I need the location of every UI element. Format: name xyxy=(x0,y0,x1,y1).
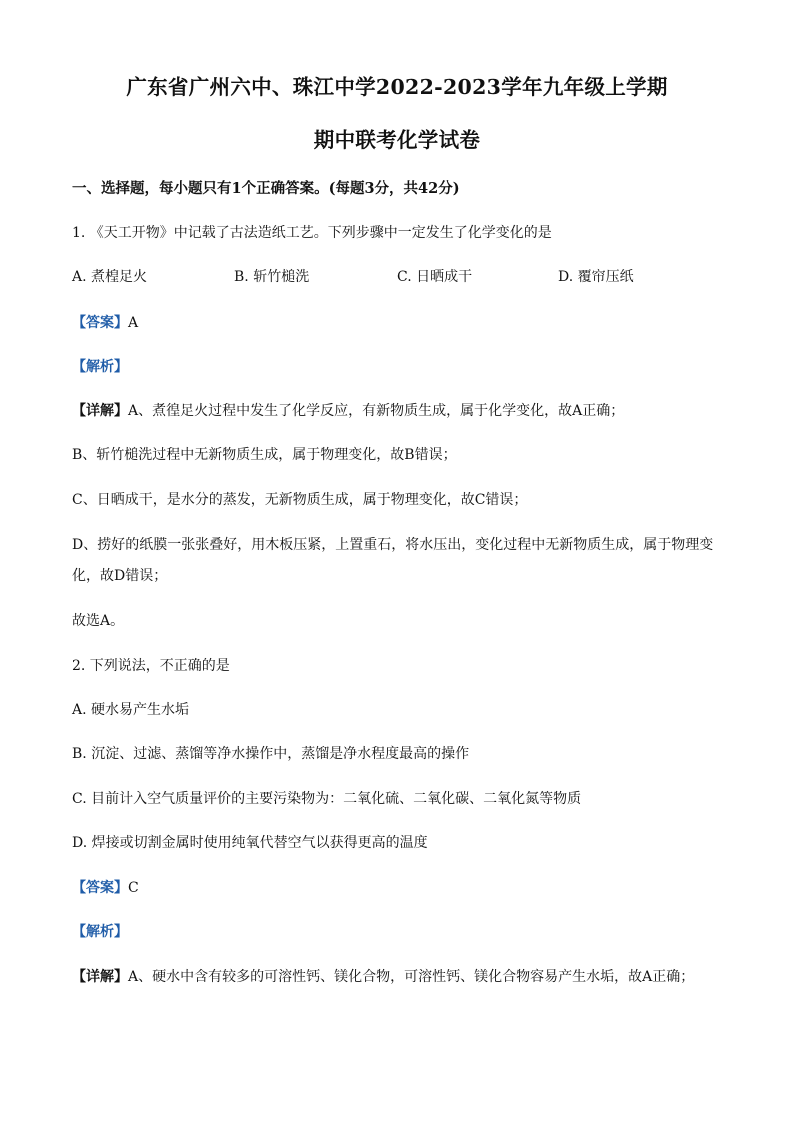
q2-answer xyxy=(72,877,139,897)
q2-stem: 2. 下列说法，不正确的是 xyxy=(72,658,230,674)
q2-option-b: B. 沉淀、过滤、蒸馏等净水操作中，蒸馏是净水程度最高的操作 xyxy=(72,746,470,762)
detail-text: A、硬水中含有较多的可溶性钙、镁化合物，可溶性钙、镁化合物容易产生水垢，故A正确； xyxy=(128,969,695,985)
answer-tag: 【答案】 xyxy=(72,880,128,896)
q1-answer xyxy=(72,312,138,332)
q1-conclusion: 故选A。 xyxy=(72,613,125,629)
q1-option-b: B. 斩竹槌洗 xyxy=(234,269,310,285)
q1-option-d: D. 覆帘压纸 xyxy=(558,269,634,285)
section-heading: 一、选择题，每小题只有1个正确答案。(每题3分，共42分) xyxy=(72,180,460,197)
q1-detail-line xyxy=(72,400,624,420)
answer-value: C xyxy=(128,880,139,896)
detail-text: A、煮徨足火过程中发生了化学反应，有新物质生成，属于化学变化，故A正确； xyxy=(128,403,625,419)
detail-tag: 【详解】 xyxy=(72,403,128,419)
q1-detail-line: B、斩竹槌洗过程中无新物质生成，属于物理变化，故B错误； xyxy=(72,447,457,463)
q1-analysis xyxy=(72,356,128,376)
q1-option-a: A. 煮楻足火 xyxy=(72,269,148,285)
detail-tag: 【详解】 xyxy=(72,969,128,985)
q2-option-d: D. 焊接或切割金属时使用纯氧代替空气以获得更高的温度 xyxy=(72,835,428,851)
q1-stem: 1. 《天工开物》中记载了古法造纸工艺。下列步骤中一定发生了化学变化的是 xyxy=(72,225,552,241)
answer-value: A xyxy=(128,315,139,331)
analysis-tag: 【解析】 xyxy=(72,359,128,375)
q2-option-c: C. 目前计入空气质量评价的主要污染物为：二氧化硫、二氧化碳、二氧化氮等物质 xyxy=(72,791,582,807)
q1-detail-line: 化，故D错误； xyxy=(72,568,168,584)
q2-analysis xyxy=(72,921,128,941)
page-subtitle: 期中联考化学试卷 xyxy=(313,128,481,152)
q2-option-a: A. 硬水易产生水垢 xyxy=(72,702,190,718)
q1-option-c: C. 日晒成干 xyxy=(397,269,473,285)
answer-tag: 【答案】 xyxy=(72,315,128,331)
q1-detail-line: C、日晒成干，是水分的蒸发，无新物质生成，属于物理变化，故C错误； xyxy=(72,492,528,508)
analysis-tag: 【解析】 xyxy=(72,924,128,940)
q1-detail-line: D、捞好的纸膜一张张叠好，用木板压紧，上置重石，将水压出，变化过程中无新物质生成，属于物理变 xyxy=(72,537,714,553)
q2-detail-line xyxy=(72,966,694,986)
page-title: 广东省广州六中、珠江中学2022-2023学年九年级上学期 xyxy=(126,75,668,99)
